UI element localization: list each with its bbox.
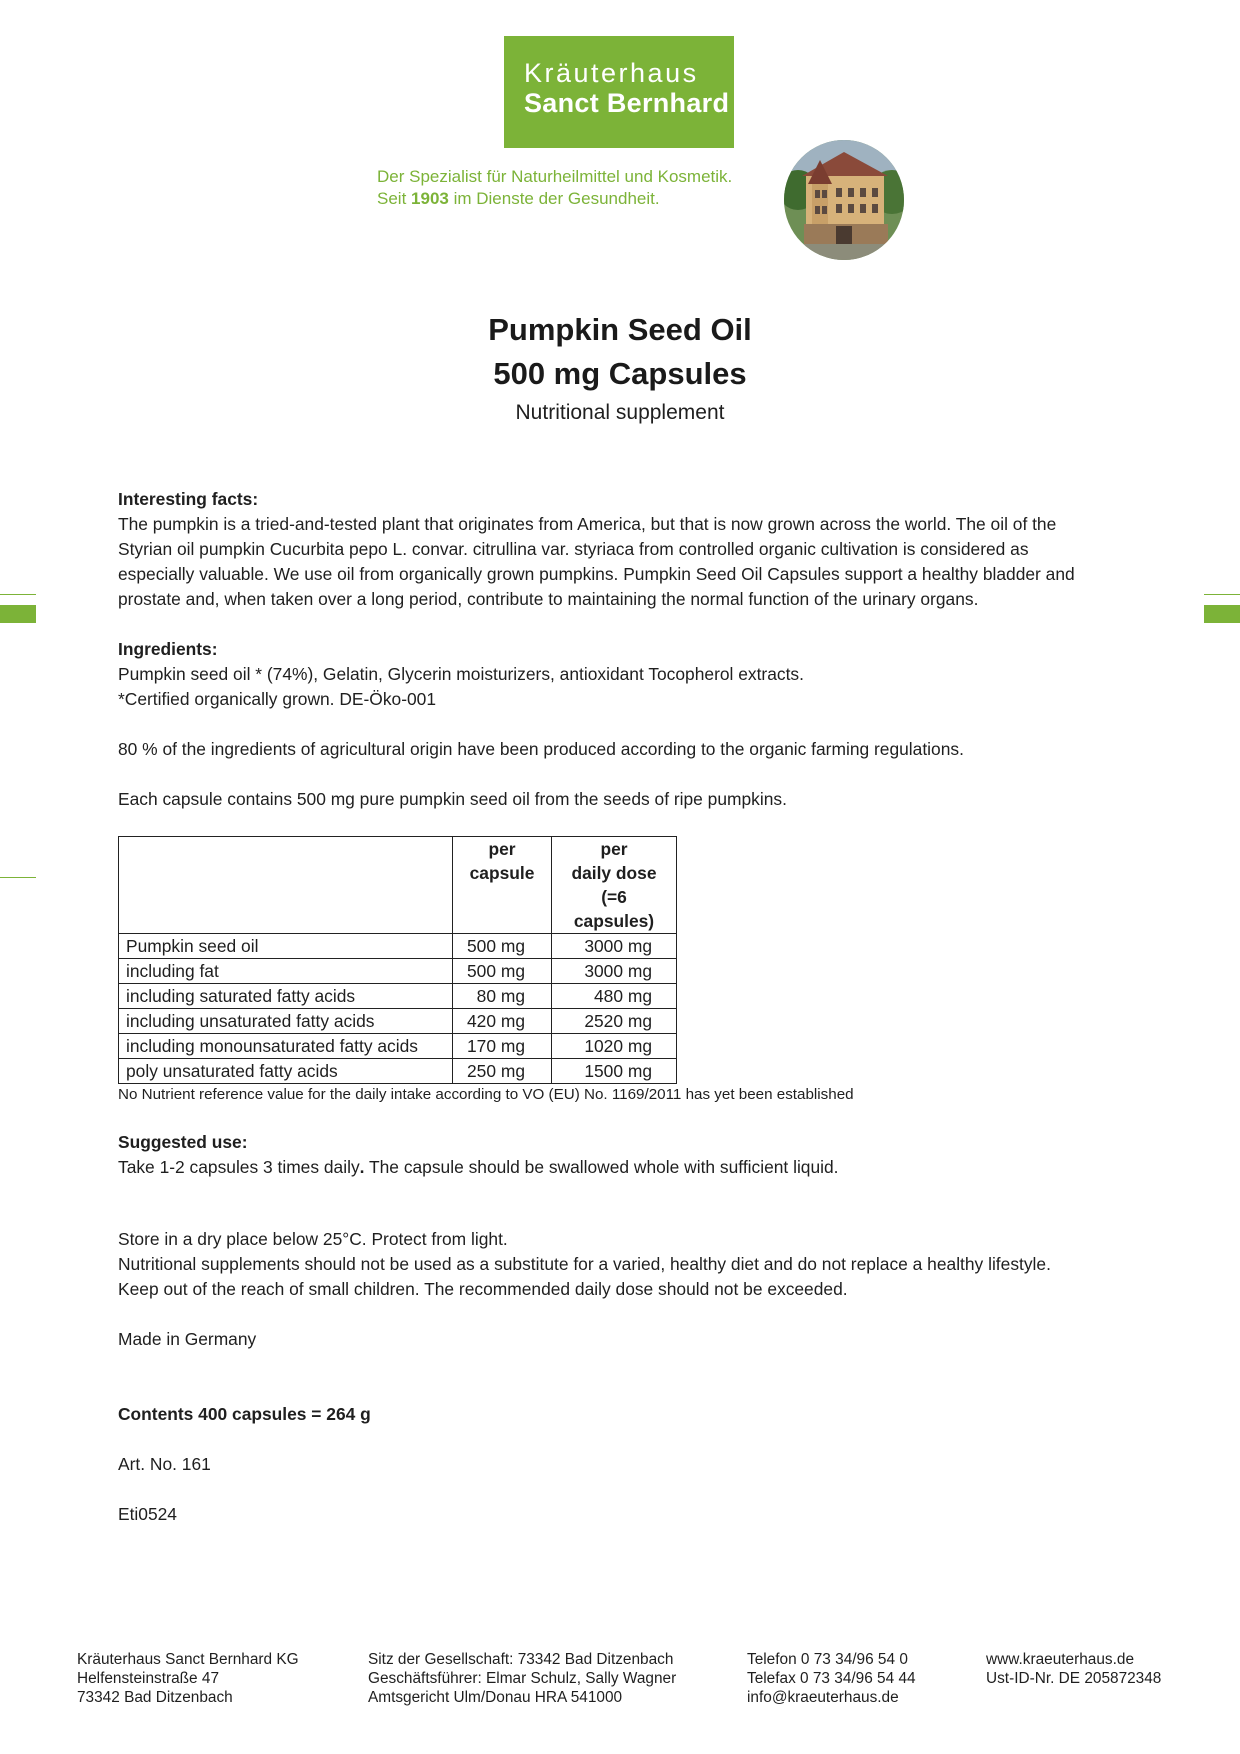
footer-company <box>77 1650 299 1707</box>
tagline-line-1: Der Spezialist für Naturheilmittel und Kosmetik. <box>377 167 733 186</box>
row-per-capsule: 250 mg <box>453 1059 552 1084</box>
fold-mark-right <box>1204 605 1240 623</box>
header-six-capsules: (=6 capsules) <box>573 887 655 931</box>
footer-contact <box>747 1650 916 1707</box>
table-row <box>119 1009 677 1034</box>
origin-note: Made in Germany <box>118 1329 257 1349</box>
product-title-line-1: Pumpkin Seed Oil <box>488 312 752 347</box>
use-dose: Take 1-2 capsules 3 times daily. The capsule should be swallowed whole with sufficient liquid. <box>118 1157 839 1177</box>
table-row <box>119 959 677 984</box>
footer-street: Helfensteinstraße 47 <box>77 1670 220 1687</box>
product-title-line-2: 500 mg Capsules <box>493 356 747 391</box>
footer-court: Amtsgericht Ulm/Donau HRA 541000 <box>368 1689 623 1706</box>
label-content <box>118 487 1108 1527</box>
logo-line-2: Sanct Bernhard <box>524 88 730 118</box>
footer-company-name: Kräuterhaus Sanct Bernhard KG <box>77 1651 299 1668</box>
footer-fax: Telefax 0 73 34/96 54 44 <box>747 1670 916 1687</box>
table-header-row <box>119 837 677 934</box>
row-per-day: 3000 mg <box>552 934 677 959</box>
fold-line-left <box>0 594 36 595</box>
label-code: Eti0524 <box>118 1504 177 1524</box>
header-daily-dose: daily dose <box>571 863 657 883</box>
row-per-day: 480 mg <box>552 984 677 1009</box>
building-photo <box>784 140 904 260</box>
row-per-capsule: 420 mg <box>453 1009 552 1034</box>
row-per-day: 2520 mg <box>552 1009 677 1034</box>
header-per: per <box>488 839 516 859</box>
table-row <box>119 1059 677 1084</box>
tagline-prefix: Seit <box>377 189 412 208</box>
footer-phone: Telefon 0 73 34/96 54 0 <box>747 1651 908 1668</box>
table-header-empty <box>119 837 453 934</box>
ingredients-heading: Ingredients: <box>118 639 218 659</box>
footer-web <box>986 1650 1161 1688</box>
table-row <box>119 1034 677 1059</box>
product-title-block <box>0 308 1240 428</box>
organic-note: 80 % of the ingredients of agricultural origin have been produced according to the organic farming regulations. <box>118 739 964 759</box>
use-dose-main: Take 1-2 capsules 3 times daily <box>118 1157 360 1177</box>
row-per-capsule: 80 mg <box>453 984 552 1009</box>
use-dose-rest: The capsule should be swallowed whole with sufficient liquid. <box>364 1157 839 1177</box>
logo-line-1: Kräuterhaus <box>524 58 699 88</box>
row-label: including saturated fatty acids <box>119 984 453 1009</box>
row-label: including monounsaturated fatty acids <box>119 1034 453 1059</box>
article-number: Art. No. 161 <box>118 1454 211 1474</box>
footer-seat: Sitz der Gesellschaft: 73342 Bad Ditzenbach <box>368 1651 674 1668</box>
row-label: including unsaturated fatty acids <box>119 1009 453 1034</box>
punch-line-left <box>0 877 36 878</box>
ingredients-line-2: *Certified organically grown. DE-Öko-001 <box>118 689 436 709</box>
row-per-capsule: 500 mg <box>453 959 552 984</box>
footer-legal <box>368 1650 676 1707</box>
facts-text: The pumpkin is a tried-and-tested plant that originates from America, but that is now grown across the world. The oil of the Styrian oil pumpkin Cucurbita pepo L. convar. citrullina var. styriaca from controlled organic cultivation is considered as especially valuable. We use oil from organically grown pumpkins. Pumpkin Seed Oil Capsules support a healthy bladder and prostate and, when taken over a long period, contribute to maintaining the normal function of the urinary organs. <box>118 514 1075 609</box>
fold-line-right <box>1204 594 1240 595</box>
footer-city: 73342 Bad Ditzenbach <box>77 1689 233 1706</box>
table-header-per-capsule <box>453 837 552 934</box>
row-per-day: 1020 mg <box>552 1034 677 1059</box>
row-label: poly unsaturated fatty acids <box>119 1059 453 1084</box>
tagline-year: 1903 <box>411 189 449 208</box>
fold-mark-left <box>0 605 36 623</box>
footer-managers: Geschäftsführer: Elmar Schulz, Sally Wagner <box>368 1670 677 1687</box>
product-subtitle: Nutritional supplement <box>515 401 725 424</box>
tagline-line-2 <box>377 188 732 210</box>
storage-note: Store in a dry place below 25°C. Protect from light. <box>118 1229 508 1249</box>
warning-2: Keep out of the reach of small children. The recommended daily dose should not be exceeded. <box>118 1279 848 1299</box>
use-heading: Suggested use: <box>118 1132 248 1152</box>
footer-website-link[interactable]: www.kraeuterhaus.de <box>986 1651 1134 1668</box>
footer-email-link[interactable]: info@kraeuterhaus.de <box>747 1689 899 1706</box>
row-per-day: 3000 mg <box>552 959 677 984</box>
table-row <box>119 984 677 1009</box>
table-header-per-day <box>552 837 677 934</box>
nutrition-table <box>118 836 677 1084</box>
facts-heading: Interesting facts: <box>118 489 259 509</box>
tagline-suffix: im Dienste der Gesundheit. <box>448 189 660 208</box>
footer-vat-id: Ust-ID-Nr. DE 205872348 <box>986 1670 1162 1687</box>
row-per-day: 1500 mg <box>552 1059 677 1084</box>
warning-1: Nutritional supplements should not be used as a substitute for a varied, healthy diet and do not replace a healthy lifestyle. <box>118 1254 1051 1274</box>
row-per-capsule: 500 mg <box>453 934 552 959</box>
table-row <box>119 934 677 959</box>
brand-tagline <box>377 166 732 210</box>
brand-logo <box>504 36 734 148</box>
ingredients-line-1: Pumpkin seed oil * (74%), Gelatin, Glycerin moisturizers, antioxidant Tocopherol extracts. <box>118 664 804 684</box>
row-per-capsule: 170 mg <box>453 1034 552 1059</box>
capsule-note: Each capsule contains 500 mg pure pumpkin seed oil from the seeds of ripe pumpkins. <box>118 789 787 809</box>
row-label: Pumpkin seed oil <box>119 934 453 959</box>
header-per: per <box>600 839 628 859</box>
row-label: including fat <box>119 959 453 984</box>
header-capsule: capsule <box>469 863 535 883</box>
table-footnote: No Nutrient reference value for the daily intake according to VO (EU) No. 1169/2011 has yet been established <box>118 1086 854 1103</box>
contents-line: Contents 400 capsules = 264 g <box>118 1404 371 1424</box>
